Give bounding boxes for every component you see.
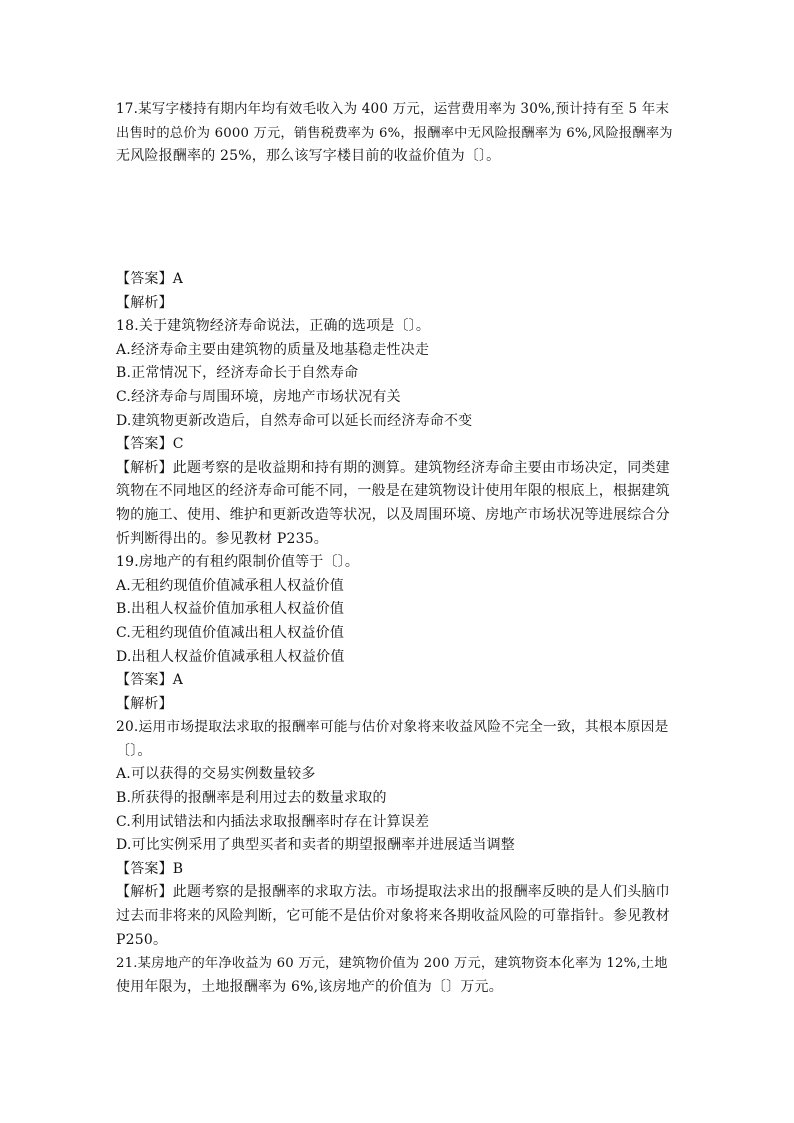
analysis-text: 忻判断得出的。参见教材 P235。: [116, 530, 328, 547]
question-21-stem: 使用年限为，土地报酬率为 6%,该房地产的价值为〔〕万元。: [116, 978, 503, 995]
analysis-text: 物的施工、使用、维护和更新改造等状况，以及周围环境、房地产市场状况等进展综合分: [116, 506, 670, 523]
answer-label: 【答案】A: [116, 271, 184, 287]
analysis-text: 【解析】此题考察的是报酬率的求取方法。市场提取法求出的报酬率反映的是人们头脑巾: [116, 884, 670, 901]
analysis-label: 【解析】: [116, 294, 173, 311]
option-c: C.经济寿命与周围环境，房地产市场状况有关: [116, 388, 401, 405]
analysis-text: 筑物在不同地区的经济寿命可能不同，一般是在建筑物设计使用年限的根底上，根据建筑: [116, 483, 670, 500]
option-a: A.经济寿命主要由建筑物的质量及地基稳走性决走: [116, 341, 430, 358]
question-17-line: 出售时的总价为 6000 万元，销售税费率为 6%，报酬率中无风险报酬率为 6%,风险报酬率为: [116, 125, 673, 141]
question-20-stem: 20.运用市场提取法求取的报酬率可能与估价对象将来收益风险不完全一致，其根本原因是: [116, 719, 669, 736]
analysis-label: 【解析】: [116, 695, 173, 712]
analysis-text: 【解析】此题考察的是收益期和持有期的测算。建筑物经济寿命主要由市场决定，同类建: [116, 459, 670, 476]
question-21-stem: 21.某房地产的年净收益为 60 万元，建筑物价值为 200 万元，建筑物资本化率为 12%,土地: [116, 956, 668, 972]
question-18-stem: 18.关于建筑物经济寿命说法，正确的选项是〔〕。: [116, 318, 431, 335]
answer-label: 【答案】C: [116, 436, 184, 453]
option-d: D.可比实例采用了典型买者和卖者的期望报酬率并进展适当调整: [116, 837, 515, 854]
question-19-stem: 19.房地产的有租约限制价值等于〔〕。: [116, 554, 360, 571]
option-b: B.所获得的报酬率是利用过去的数量求取的: [116, 790, 387, 807]
question-17-line: 无风险报酬率的 25%，那么该写字楼目前的收益价值为〔〕。: [116, 148, 501, 165]
option-d: D.出租人权益价值减承租人权益价值: [116, 648, 345, 665]
question-block: [116, 268, 676, 999]
question-17: [116, 98, 676, 169]
option-c: C.利用试错法和内插法求取报酬率时存在计算误差: [116, 813, 430, 830]
option-a: A.无租约现值价值减承租人权益价值: [116, 577, 344, 594]
answer-label: 【答案】A: [116, 672, 184, 689]
answer-label: 【答案】B: [116, 860, 184, 877]
analysis-text: 过去而非将来的风险判断，它可能不是估价对象将来各期收益风险的可靠指针。参见教材: [116, 908, 670, 925]
question-17-line: 17.某写字楼持有期内年均有效毛收入为 400 万元，运营费用率为 30%,预计持有至 5 年末: [116, 101, 670, 117]
analysis-text: P250。: [116, 931, 168, 948]
option-a: A.可以获得的交易实例数量较多: [116, 766, 316, 783]
option-d: D.建筑物更新改造后，自然寿命可以延长而经济寿命不变: [116, 412, 473, 429]
option-c: C.无租约现值价值减出租人权益价值: [116, 624, 345, 641]
question-20-stem: 〔〕。: [116, 742, 152, 759]
option-b: B.正常情况下，经济寿命长于自然寿命: [116, 365, 359, 382]
option-b: B.出租人权益价值加承租人权益价值: [116, 601, 345, 618]
